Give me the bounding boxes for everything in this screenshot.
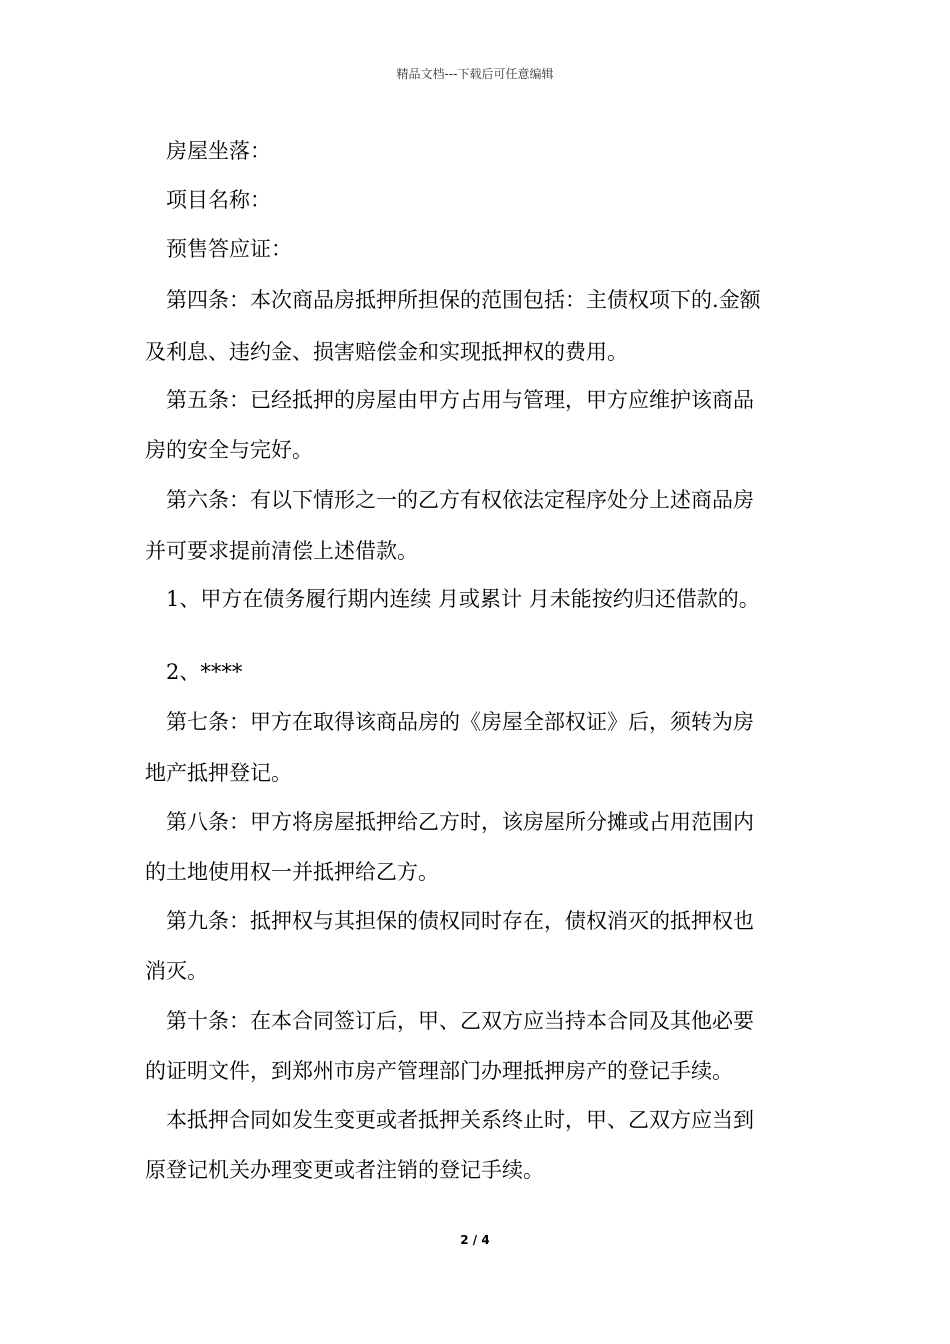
paragraph-line: 消灭。: [145, 959, 208, 983]
paragraph-line: 房的安全与完好。: [145, 438, 313, 462]
paragraph-line: 的土地使用权一并抵押给乙方。: [145, 860, 439, 884]
paragraph-line: 原登记机关办理变更或者注销的登记手续。: [145, 1158, 544, 1182]
paragraph-line: 的证明文件，到郑州市房产管理部门办理抵押房产的登记手续。: [145, 1059, 733, 1083]
paragraph-line: 地产抵押登记。: [145, 761, 292, 785]
page-header: 精品文档---下载后可任意编辑: [396, 67, 554, 81]
paragraph-line: 第七条：甲方在取得该商品房的《房屋全部权证》后，须转为房: [166, 710, 754, 734]
paragraph-line: 2、****: [166, 660, 243, 684]
paragraph-line: 第五条：已经抵押的房屋由甲方占用与管理，甲方应维护该商品: [166, 388, 754, 412]
paragraph-line: 第十条：在本合同签订后，甲、乙双方应当持本合同及其他必要: [166, 1009, 754, 1033]
paragraph-line: 1、甲方在债务履行期内连续 月或累计 月未能按约归还借款的。: [166, 587, 760, 611]
paragraph-line: 本抵押合同如发生变更或者抵押关系终止时，甲、乙双方应当到: [166, 1108, 754, 1132]
paragraph-line: 并可要求提前清偿上述借款。: [145, 539, 418, 563]
page-number: 2 / 4: [460, 1233, 490, 1247]
paragraph-line: 第四条：本次商品房抵押所担保的范围包括：主债权项下的.金额: [166, 288, 761, 312]
paragraph-line: 第八条：甲方将房屋抵押给乙方时，该房屋所分摊或占用范围内: [166, 810, 754, 834]
paragraph-line: 及利息、违约金、损害赔偿金和实现抵押权的费用。: [145, 340, 628, 364]
paragraph-line: 第九条：抵押权与其担保的债权同时存在，债权消灭的抵押权也: [166, 909, 754, 933]
paragraph-line: 房屋坐落：: [166, 139, 271, 163]
paragraph-line: 预售答应证：: [166, 237, 292, 261]
paragraph-line: 项目名称：: [166, 188, 271, 212]
paragraph-line: 第六条：有以下情形之一的乙方有权依法定程序处分上述商品房: [166, 488, 754, 512]
